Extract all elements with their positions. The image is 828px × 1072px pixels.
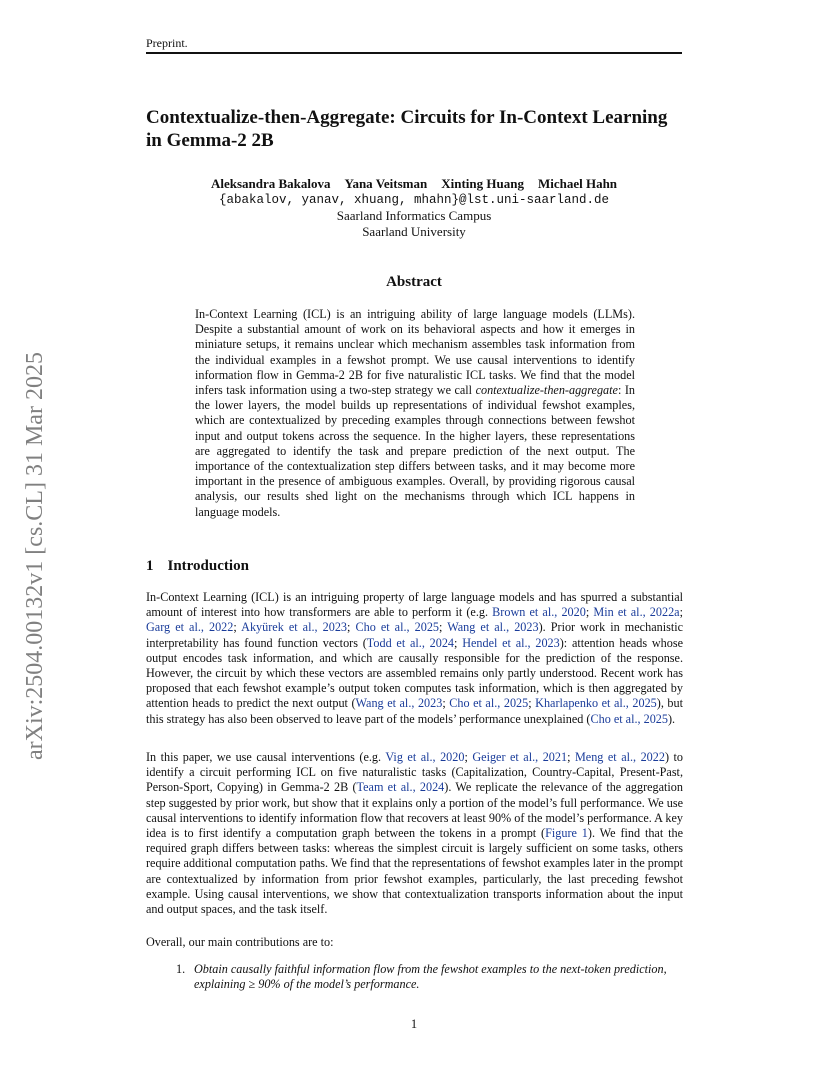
author-emails: {abakalov, yanav, xhuang, mhahn}@lst.uni-saarland.de — [218, 193, 610, 207]
intro-paragraph-3: Overall, our main contributions are to: — [146, 935, 334, 949]
list-item-text: Obtain causally faithful information flow from the fewshot examples to the next-token prediction, explaining ≥ 90% of the model’s performance. — [194, 962, 667, 992]
citation-link[interactable]: Brown et al., 2020 — [492, 605, 586, 620]
text-run: ), but this strategy has also been observed to leave part of the models’ performance unexplained ( — [146, 696, 683, 726]
affiliation-university: Saarland University — [362, 224, 466, 239]
author-block — [146, 176, 682, 240]
affiliation-campus: Saarland Informatics Campus — [336, 208, 492, 223]
text-run: ): attention heads whose output encodes task information, and which are causally responsible for the prediction of the response. However, the circuit by which these vectors are assembled remains only partly understood. Recent work has proposed that each fewshot example’s output token computes task information, which is then aggregated by attention heads to predict the next output ( — [146, 635, 684, 711]
citation-link[interactable]: Team et al., 2024 — [356, 780, 445, 795]
running-header: Preprint. — [146, 36, 188, 50]
page-number: 1 — [410, 1017, 418, 1031]
paper-title: Contextualize-then-Aggregate: Circuits for In-Context Learning in Gemma-2 2B — [146, 107, 668, 151]
text-run: ) to identify a circuit performing ICL on five naturalistic tasks (Capitalization, Country-Capital, Present-Past, Person-Sport, Copying) in Gemma-2 2B ( — [146, 750, 684, 795]
citation-link[interactable]: Hendel et al., 2023 — [462, 635, 560, 650]
citation-link[interactable]: Vig et al., 2020 — [385, 750, 465, 764]
intro-paragraph-2: In this paper, we use causal interventions (e.g. Vig et al., 2020; Geiger et al., 2021; Meng et al., 2022) to identify a circuit performing ICL on five naturalistic tasks (Capitalization, Country-Capital, Present-Past, Person-Sport, Copying) in Gemma-2 2B (Team et al., 2024). We replicate the relevance of the aggregation step suggested by prior work, but show that it explains only a portion of the model’s full performance. We use causal interventions to identify information flow that recovers at least 90% of the model’s performance. A key idea is to first identify a computation graph between the tokens in a prompt (Figure 1). We find that the required graph differs between tasks: whereas the simplest circuit is largely sufficient on some tasks, others require additional computation paths. We find that the representations of fewshot examples later in the prompt are contextualized by information from prior fewshot examples, particularly, the last preceding fewshot example. Using causal interventions, we show that contextualization transports information about the input and output spaces, and the task itself. — [146, 750, 684, 917]
author-name: Aleksandra Bakalova — [210, 176, 331, 191]
abstract-part: : In the lower layers, the model builds up representations of individual fewshot examples, which are contextualized by preceding examples through connections between fewshot input and output tokens across the sequence. In the higher layers, these representations are aggregated to identify the task and prepare prediction of the next output. The importance of the contextualization step differs between tasks, and it may become more important in the presence of ambiguous examples. Overall, by providing rigorous causal analysis, our results shed light on the mechanisms through which ICL happens in language models. — [195, 383, 635, 519]
citation-link[interactable]: Min et al., 2022a — [593, 605, 680, 620]
citation-link[interactable]: Todd et al., 2024 — [366, 635, 455, 650]
citation-link[interactable]: Wang et al., 2023 — [447, 620, 539, 635]
arxiv-stamp: arXiv:2504.00132v1 [cs.CL] 31 Mar 2025 — [22, 352, 48, 760]
text-run: In this paper, we use causal interventions (e.g. — [146, 750, 386, 764]
citation-link[interactable]: Meng et al., 2022 — [574, 750, 665, 764]
author-name: Yana Veitsman — [344, 176, 428, 191]
citation-link[interactable]: Garg et al., 2022 — [146, 620, 234, 635]
section-heading — [146, 558, 249, 575]
citation-link[interactable]: Wang et al., 2023 — [355, 696, 443, 711]
abstract-text — [195, 307, 635, 520]
text-run: ). We replicate the relevance of the aggregation step suggested by prior work, but show that it explains only a portion of the model’s full performance. We use causal interventions to identify information flow that recovers at least 90% of the model’s performance. A key idea is to first identify a computation graph between the tokens in a prompt ( — [146, 780, 683, 841]
author-name: Michael Hahn — [537, 176, 618, 191]
citation-link[interactable]: Akyürek et al., 2023 — [241, 620, 348, 635]
text-run: ). We find that the required graph differs between tasks: whereas the simplest circuit is largely sufficient on some tasks, others require additional computation paths. We find that the representations of fewshot examples later in the prompt are contextualized by information from prior fewshot examples, particularly, the last preceding fewshot example. Using causal interventions, we show that contextualization transports information about the input and output spaces, and the task itself. — [146, 826, 683, 917]
section-title: Introduction — [167, 558, 249, 574]
citation-link[interactable]: Cho et al., 2025 — [590, 711, 668, 726]
abstract-part: In-Context Learning (ICL) is an intriguing ability of large language models (LLMs). Despite a substantial amount of work on its behavioral aspects and how it emerges in miniature setups, it remains unclear which mechanism assembles task information from the individual examples in a fewshot prompt. We use causal interventions to identify information flow in Gemma-2 2B for five naturalistic ICL tasks. We find that the model infers task information using a two-step strategy we call — [195, 307, 635, 398]
text-run: ). Prior work in mechanistic interpretability has found function vectors ( — [146, 620, 684, 650]
section-number: 1 — [146, 558, 154, 574]
citation-link[interactable]: Cho et al., 2025 — [449, 696, 529, 711]
citation-link[interactable]: Kharlapenko et al., 2025 — [535, 696, 657, 711]
citation-link[interactable]: Geiger et al., 2021 — [472, 750, 568, 764]
abstract-heading: Abstract — [386, 274, 442, 290]
header-rule — [146, 52, 682, 54]
abstract-emphasis: contextualize-then-aggregate — [475, 383, 618, 398]
text-run: In-Context Learning (ICL) is an intriguing property of large language models and has spurred a substantial amount of interest into how transformers are able to perform it (e.g. — [146, 590, 683, 620]
author-names — [146, 176, 682, 192]
text-run: ). — [668, 711, 676, 726]
author-name: Xinting Huang — [441, 176, 524, 191]
contribution-list-item — [176, 962, 683, 992]
figure-link[interactable]: Figure 1 — [545, 826, 588, 841]
list-number: 1. — [176, 962, 186, 976]
intro-paragraph-1: In-Context Learning (ICL) is an intriguing property of large language models and has spurred a substantial amount of interest into how transformers are able to perform it (e.g. Brown et al., 2020; Min et al., 2022a; Garg et al., 2022; Akyürek et al., 2023; Cho et al., 2025; Wang et al., 2023). Prior work in mechanistic interpretability has found function vectors (Todd et al., 2024; Hendel et al., 2023): attention heads whose output encodes task information, and which are causally responsible for the prediction of the response. However, the circuit by which these vectors are assembled remains only partly understood. Recent work has proposed that each fewshot example’s output token computes task information, which is then aggregated by attention heads to predict the next output (Wang et al., 2023; Cho et al., 2025; Kharlapenko et al., 2025), but this strategy has also been observed to leave part of the models’ performance unexplained (Cho et al., 2025). — [146, 590, 684, 726]
citation-link[interactable]: Cho et al., 2025 — [355, 620, 440, 635]
